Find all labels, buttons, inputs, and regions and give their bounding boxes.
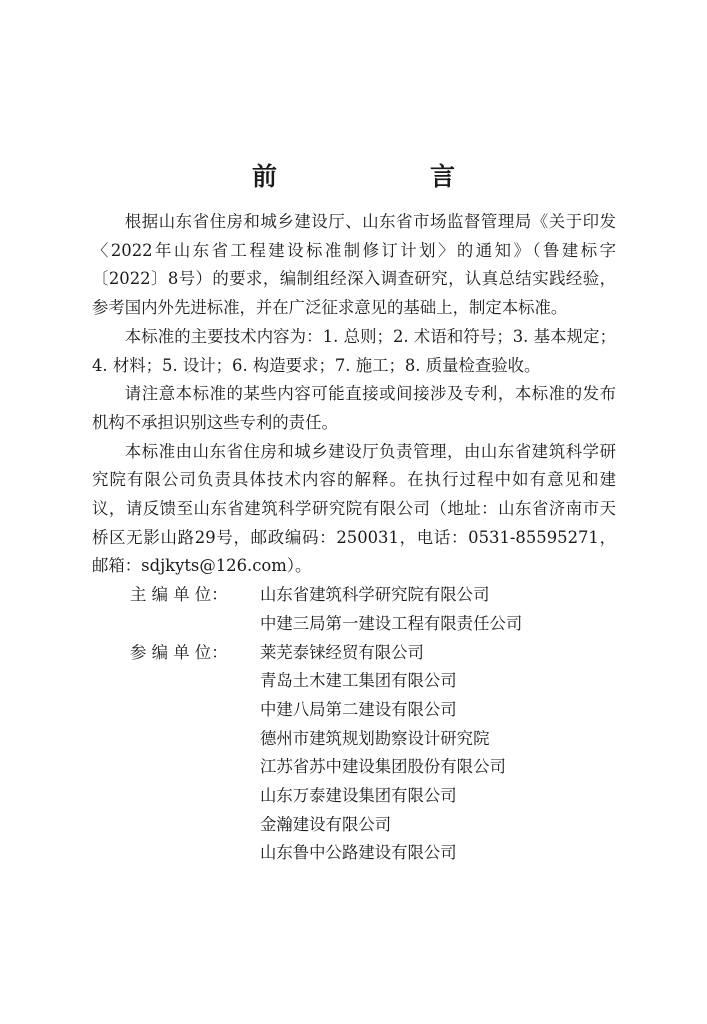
chief-units-list bbox=[92, 581, 616, 638]
paragraph-management-contact: 本标准由山东省住房和城乡建设厅负责管理，由山东省建筑科学研究院有限公司负责具体技术内容的解释。在执行过程中如有意见和建议，请反馈至山东省建筑科学研究院有限公司（地址：山东省济南市天桥区无影山路29号，邮政编码：250031，电话：0531-85595271，邮箱：sdjkyts@126.com）。 bbox=[92, 441, 616, 576]
participating-unit-row bbox=[92, 782, 616, 811]
unit-label-spacer bbox=[92, 839, 260, 868]
unit-label-spacer bbox=[92, 753, 260, 782]
foreword-body bbox=[92, 208, 616, 868]
participating-unit-name: 青岛土木建工集团有限公司 bbox=[260, 671, 457, 691]
participating-unit-row bbox=[92, 811, 616, 840]
paragraph-background: 根据山东省住房和城乡建设厅、山东省市场监督管理局《关于印发〈2022年山东省工程建设标准制修订计划〉的通知》（鲁建标字〔2022〕8号）的要求，编制组经深入调查研究，认真总结实践经验，参考国内外先进标准，并在广泛征求意见的基础上，制定本标准。 bbox=[92, 212, 616, 318]
participating-unit-row bbox=[92, 639, 616, 668]
participating-unit-name: 金瀚建设有限公司 bbox=[260, 814, 392, 834]
participating-unit-name: 中建八局第二建设有限公司 bbox=[260, 699, 457, 719]
chief-unit-row bbox=[92, 581, 616, 610]
participating-units-list bbox=[92, 639, 616, 869]
unit-label-spacer bbox=[92, 667, 260, 696]
participating-unit-name: 山东万泰建设集团有限公司 bbox=[260, 785, 457, 805]
participating-unit-name: 山东鲁中公路建设有限公司 bbox=[260, 843, 457, 863]
participating-unit-row bbox=[92, 667, 616, 696]
unit-label-spacer bbox=[92, 782, 260, 811]
participating-unit-row bbox=[92, 725, 616, 754]
page-title: 前 言 bbox=[251, 161, 519, 191]
unit-label-spacer bbox=[92, 725, 260, 754]
chief-unit-row bbox=[92, 610, 616, 639]
paragraph-patent-notice: 请注意本标准的某些内容可能直接或间接涉及专利，本标准的发布机构不承担识别这些专利的责任。 bbox=[92, 384, 616, 432]
participating-unit-name: 莱芜泰铼经贸有限公司 bbox=[260, 642, 424, 662]
chief-units-label: 主 编 单 位： bbox=[130, 585, 228, 605]
paragraph-technical-content: 本标准的主要技术内容为：1. 总则；2. 术语和符号；3. 基本规定；4. 材料；5. 设计；6. 构造要求；7. 施工；8. 质量检查验收。 bbox=[92, 326, 616, 375]
chief-unit-name: 中建三局第一建设工程有限责任公司 bbox=[260, 613, 523, 633]
participating-unit-row bbox=[92, 753, 616, 782]
unit-label-spacer bbox=[92, 811, 260, 840]
participating-units-label: 参 编 单 位： bbox=[130, 642, 228, 662]
unit-label-spacer bbox=[92, 696, 260, 725]
participating-unit-name: 德州市建筑规划勘察设计研究院 bbox=[260, 728, 490, 748]
participating-unit-row bbox=[92, 696, 616, 725]
participating-unit-row bbox=[92, 839, 616, 868]
participating-unit-name: 江苏省苏中建设集团股份有限公司 bbox=[260, 757, 506, 777]
chief-unit-name: 山东省建筑科学研究院有限公司 bbox=[260, 585, 490, 605]
unit-label-spacer bbox=[92, 610, 260, 639]
